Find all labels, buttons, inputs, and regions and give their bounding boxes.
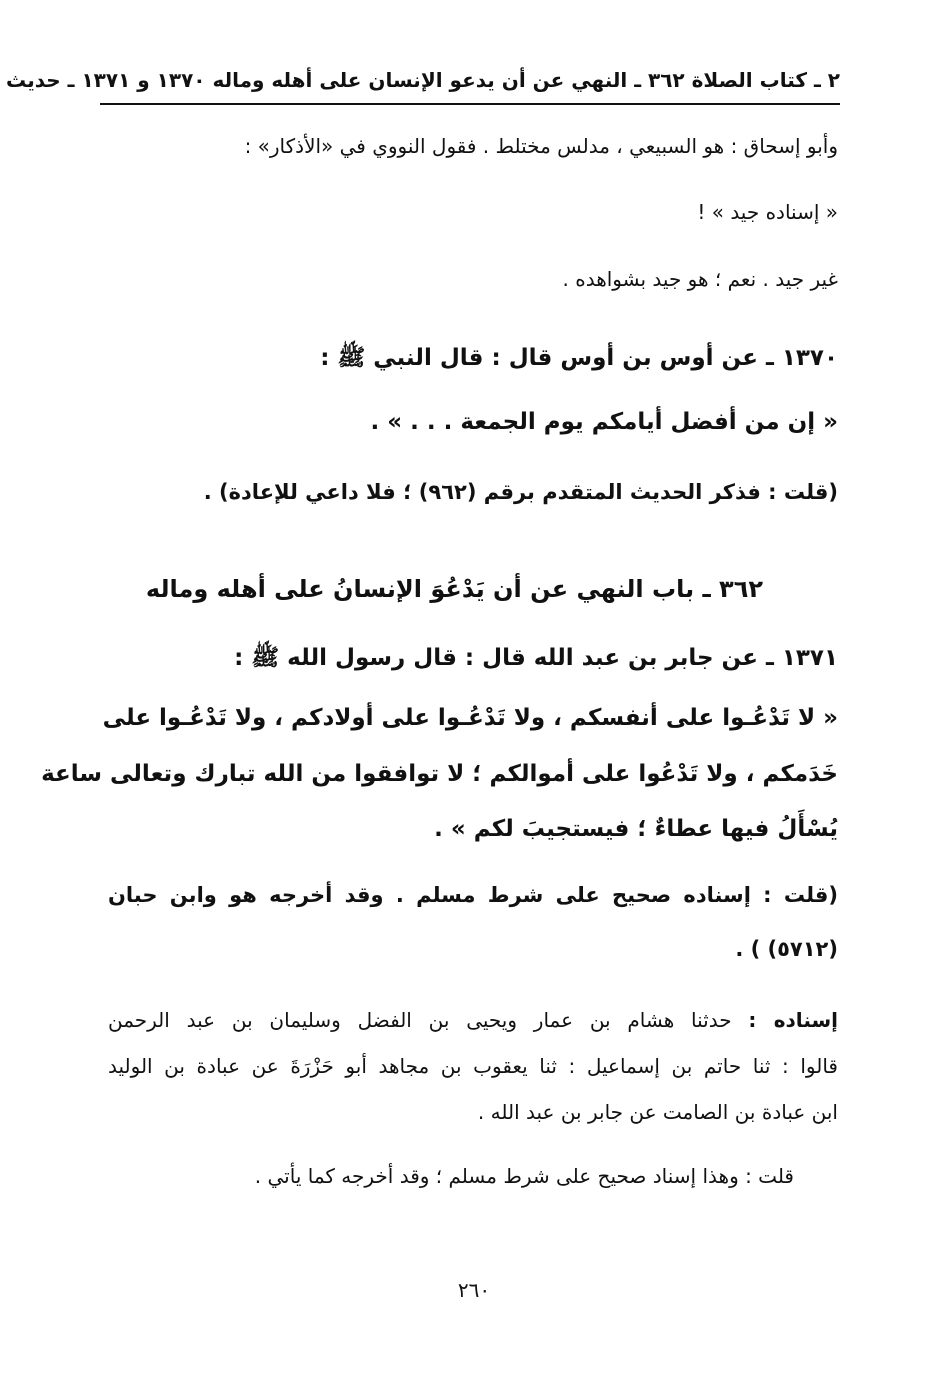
- isnad-label: إسناده :: [748, 1008, 839, 1032]
- isnad-line-3: ابن عبادة بن الصامت عن جابر بن عبد الله .: [477, 1100, 838, 1124]
- hadith-1371-text-line-2: خَدَمكم ، ولا تَدْعُوا على أموالكم ؛ لا توافقوا من الله تبارك وتعالى ساعة: [41, 761, 838, 787]
- isnad-line-1-text: حدثنا هشام بن عمار ويحيى بن الفضل وسليمان بن عبد الرحمن: [108, 1008, 732, 1032]
- hadith-1371-text-line-3: يُسْأَلُ فيها عطاءٌ ؛ فيستجيبَ لكم » .: [434, 816, 838, 842]
- text-line-3: غير جيد . نعم ؛ هو جيد بشواهده .: [562, 267, 838, 291]
- hadith-1371-note-line-1: (قلت : إسناده صحيح على شرط مسلم . وقد أخرجه هو وابن حبان: [108, 883, 838, 907]
- isnad-line-1: [108, 1008, 838, 1032]
- hadith-1371-heading: ١٣٧١ ـ عن جابر بن عبد الله قال : قال رسول الله ﷺ :: [234, 645, 838, 671]
- isnad-line-2: قالوا : ثنا حاتم بن إسماعيل : ثنا يعقوب بن مجاهد أبو حَزْرَةَ عن عبادة بن الوليد: [108, 1054, 838, 1078]
- hadith-1371-note-line-2: (٥٧١٢) ) .: [735, 937, 838, 961]
- hadith-1370-text: « إن من أفضل أيامكم يوم الجمعة . . . » .: [370, 409, 838, 435]
- running-header: ٢ ـ كتاب الصلاة ٣٦٢ ـ النهي عن أن يدعو الإنسان على أهله وماله ١٣٧٠ و ١٣٧١ ـ حديث: [6, 68, 840, 92]
- header-divider: [100, 103, 840, 105]
- final-note: قلت : وهذا إسناد صحيح على شرط مسلم ؛ وقد أخرجه كما يأتي .: [254, 1164, 794, 1188]
- text-line-1: وأبو إسحاق : هو السبيعي ، مدلس مختلط . فقول النووي في «الأذكار» :: [244, 134, 838, 158]
- text-line-2: « إسناده جيد » !: [697, 200, 838, 224]
- page-number: ٢٦٠: [457, 1278, 491, 1302]
- hadith-1371-text-line-1: « لا تَدْعُـوا على أنفسكم ، ولا تَدْعُـوا على أولادكم ، ولا تَدْعُـوا على: [102, 705, 838, 731]
- hadith-1370-heading: ١٣٧٠ ـ عن أوس بن أوس قال : قال النبي ﷺ :: [320, 345, 838, 371]
- chapter-heading: ٣٦٢ ـ باب النهي عن أن يَدْعُوَ الإنسانُ على أهله وماله: [145, 575, 763, 603]
- hadith-1370-note: (قلت : فذكر الحديث المتقدم برقم (٩٦٢) ؛ فلا داعي للإعادة) .: [203, 480, 838, 504]
